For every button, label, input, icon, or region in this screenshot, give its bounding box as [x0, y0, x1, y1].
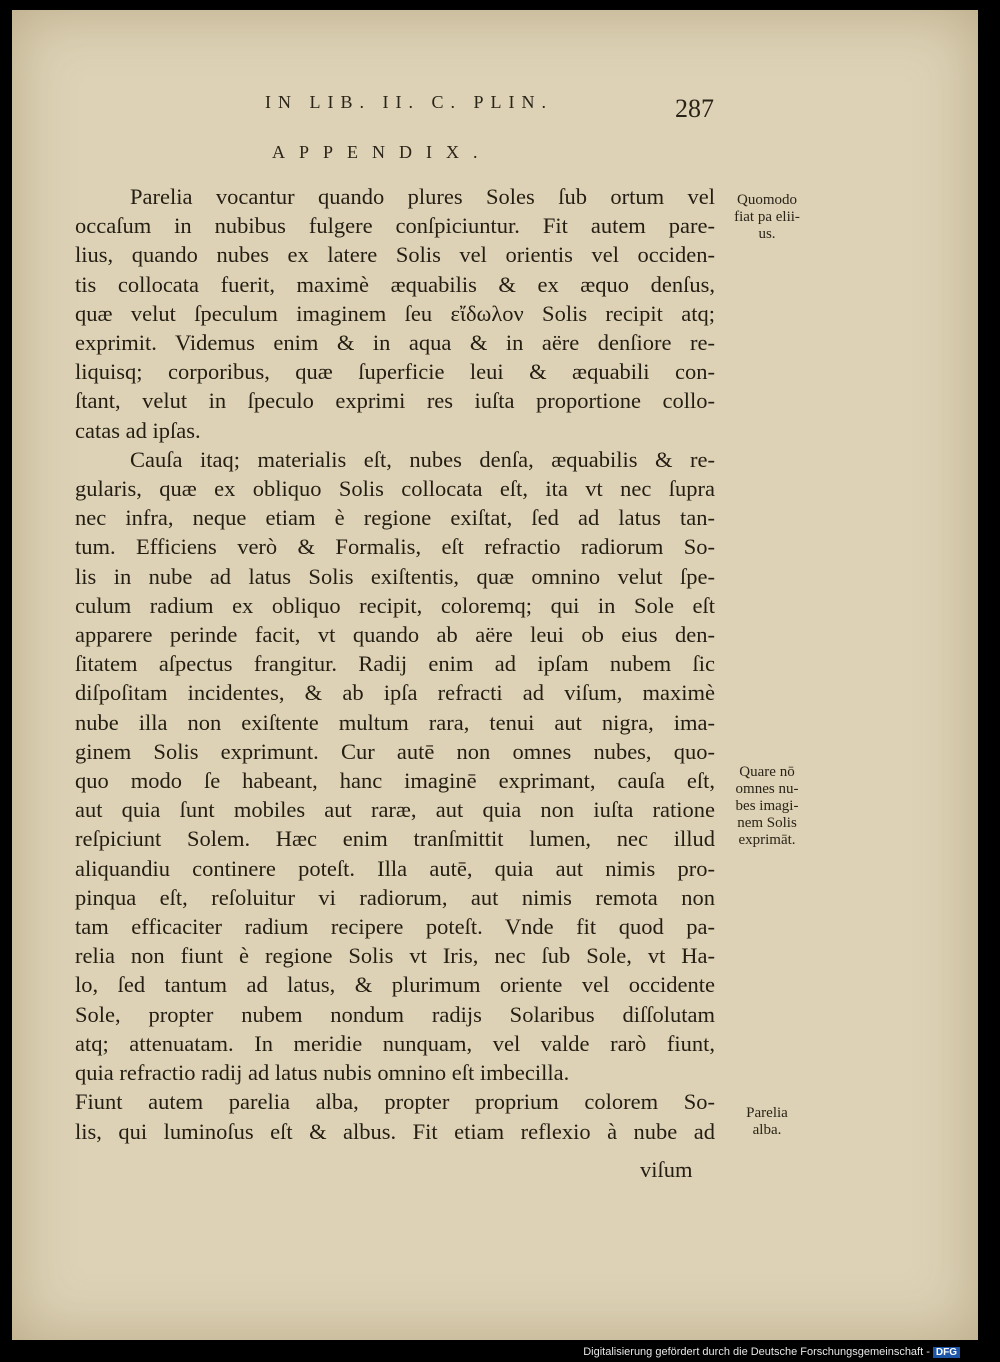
marginal-line: us. — [758, 226, 776, 242]
text-line: tum. Efficiens verò & Formalis, eſt refractio radiorum So- — [75, 534, 715, 560]
marginal-line: omnes nu- — [735, 781, 799, 797]
text-line: Parelia vocantur quando plures Soles ſub ortum vel — [130, 184, 715, 209]
text-line: gularis, quæ ex obliquo Solis collocata eſt, ita vt nec ſupra — [75, 476, 715, 502]
text-line: nec infra, neque etiam è regione exiſtat, ſed ad latus tan- — [75, 505, 715, 531]
text-line: tam efficaciter radium recipere poteſt. Vnde fit quod pa- — [75, 914, 715, 940]
dfg-logo: DFG — [933, 1347, 960, 1358]
text-line: ſtant, velut in ſpeculo exprimi res iuſta proportione collo- — [75, 388, 715, 414]
marginal-line: Parelia — [746, 1105, 788, 1121]
footer-text: Digitalisierung gefördert durch die Deutsche Forschungsgemeinschaft - — [583, 1346, 930, 1358]
marginal-line: Quomodo — [737, 192, 797, 208]
text-line: apparere perinde facit, vt quando ab aëre leui ob eius den- — [75, 622, 715, 648]
text-line: lo, ſed tantum ad latus, & plurimum oriente vel occidente — [75, 972, 715, 998]
text-line: tis collocata fuerit, maximè æquabilis & ex æquo denſus, — [75, 271, 715, 297]
text-line: quo modo ſe habeant, hanc imaginē exprimant, cauſa eſt, — [75, 768, 715, 794]
text-line: ginem Solis exprimunt. Cur autē non omnes nubes, quo- — [75, 738, 715, 764]
marginal-line: Quare nō — [739, 764, 795, 780]
text-line: lis, qui luminoſus eſt & albus. Fit etiam reflexio à nube ad — [75, 1118, 715, 1144]
text-line: quia refractio radij ad latus nubis omnino eſt imbecilla. — [75, 1060, 570, 1086]
text-line: exprimit. Videmus enim & in aqua & in aëre denſiore re- — [75, 330, 715, 356]
text-line: occaſum in nubibus fulgere conſpiciuntur. Fit autem pare- — [75, 213, 715, 239]
text-line: lis in nube ad latus Solis exiſtentis, quæ omnino velut ſpe- — [75, 563, 715, 589]
marginal-line: nem Solis — [737, 815, 797, 831]
text-line: quæ velut ſpeculum imaginem ſeu εἴδωλον Solis recipit atq; — [75, 300, 715, 326]
text-line: reſpiciunt Solem. Hæc enim tranſmittit lumen, nec illud — [75, 826, 715, 852]
text-line: culum radium ex obliquo recipit, coloremq; qui in Sole eſt — [75, 592, 715, 618]
marginal-note-parelia-alba — [712, 1105, 822, 1139]
text-line: liquisq; corporibus, quæ ſuperficie leui & æquabili con- — [75, 359, 715, 385]
marginal-note-quare — [712, 764, 822, 849]
text-line: Sole, propter nubem nondum radijs Solaribus diſſolutam — [75, 1001, 715, 1027]
marginal-note-quomodo — [712, 192, 822, 243]
text-line: ſitatem aſpectus frangitur. Radij enim ad ipſam nubem ſic — [75, 651, 715, 677]
section-title: APPENDIX. — [272, 142, 492, 162]
text-line: relia non fiunt è regione Solis vt Iris, nec ſub Sole, vt Ha- — [75, 943, 715, 969]
marginal-line: alba. — [752, 1122, 782, 1138]
text-line: Fiunt autem parelia alba, propter proprium colorem So- — [75, 1089, 715, 1115]
running-title: IN LIB. II. C. PLIN. — [265, 92, 553, 112]
marginal-line: bes imagi- — [735, 798, 799, 814]
page-number: 287 — [675, 94, 714, 123]
catch-word: viſum — [640, 1157, 693, 1182]
marginal-line: fiat pa elii- — [734, 209, 800, 225]
text-line: nube illa non exiſtente multum rara, tenui aut nigra, ima- — [75, 709, 715, 735]
text-line: atq; attenuatam. In meridie nunquam, vel valde rarò fiunt, — [75, 1030, 715, 1056]
marginal-line: exprimāt. — [738, 832, 796, 848]
text-line: aliquandiu continere poteſt. Illa autē, quia aut nimis pro- — [75, 855, 715, 881]
text-line: pinqua eſt, reſoluitur vi radiorum, aut nimis remota non — [75, 884, 715, 910]
text-line: lius, quando nubes ex latere Solis vel orientis vel occiden- — [75, 242, 715, 268]
text-line: catas ad ipſas. — [75, 417, 201, 443]
text-line: Cauſa itaq; materialis eſt, nubes denſa, æquabilis & re- — [130, 446, 715, 472]
text-line: aut quia ſunt mobiles aut raræ, aut quia non iuſta ratione — [75, 797, 715, 823]
digitization-footer — [583, 1346, 960, 1358]
text-line: diſpoſitam incidentes, & ab ipſa refracti ad viſum, maximè — [75, 680, 715, 706]
body-text — [75, 182, 715, 1146]
